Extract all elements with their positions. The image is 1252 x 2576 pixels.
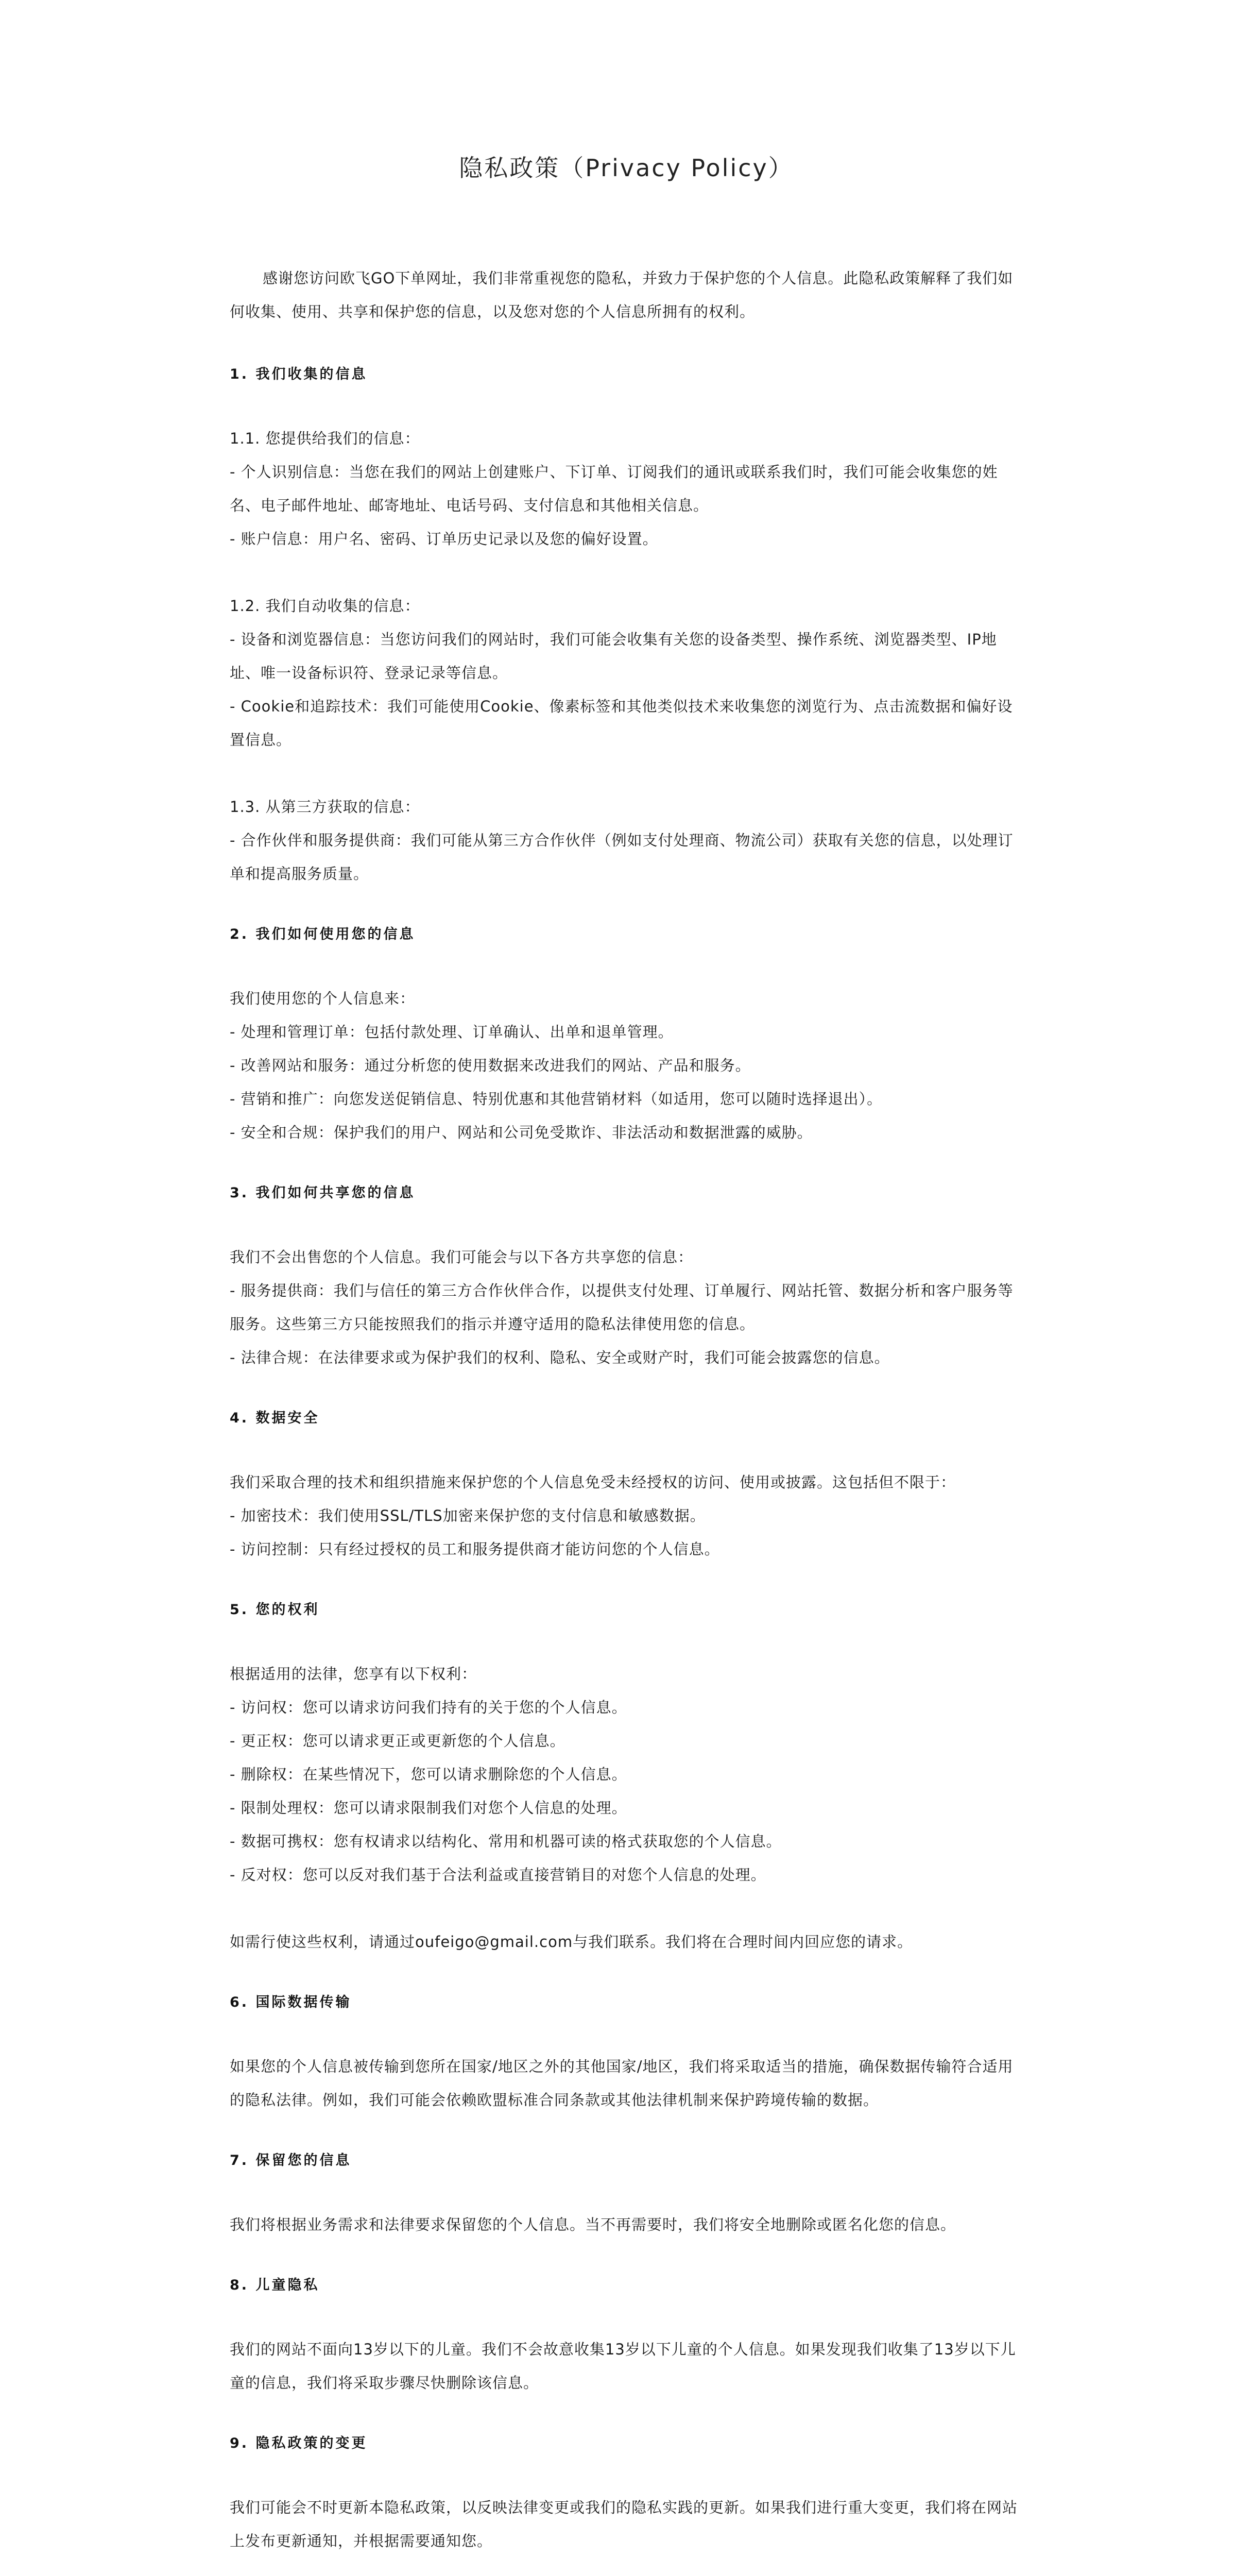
policy-text-line: - 安全和合规：保护我们的用户、网站和公司免受欺诈、非法活动和数据泄露的威胁。: [230, 1124, 813, 1141]
section-block: [230, 2208, 1023, 2242]
policy-section: [230, 1408, 1023, 1566]
policy-section: [230, 924, 1023, 1149]
policy-sections: [230, 364, 1023, 2576]
policy-text-line: - 数据可携权：您有权请求以结构化、常用和机器可读的格式获取您的个人信息。: [230, 1833, 782, 1850]
policy-text-line: - 改善网站和服务：通过分析您的使用数据来改进我们的网站、产品和服务。: [230, 1057, 751, 1074]
policy-text-line: 1.3. 从第三方获取的信息：: [230, 798, 420, 816]
policy-section: [230, 1992, 1023, 2117]
section-heading: 6. 国际数据传输: [230, 1994, 352, 2010]
policy-section: [230, 1600, 1023, 1959]
policy-section: [230, 2275, 1023, 2400]
section-heading: 2. 我们如何使用您的信息: [230, 926, 416, 942]
policy-text-line: 我们使用您的个人信息来：: [230, 990, 416, 1007]
section-block: [230, 2491, 1023, 2558]
section-heading: 4. 数据安全: [230, 1410, 320, 1426]
section-block: [230, 1657, 1023, 1892]
policy-text-line: - 个人识别信息：当您在我们的网站上创建账户、下订单、订阅我们的通讯或联系我们时，我们可能会收集您的姓名、电子邮件地址、邮寄地址、电话号码、支付信息和其他相关信息。: [230, 463, 998, 514]
section-block: [230, 2050, 1023, 2117]
policy-text-line: 我们采取合理的技术和组织措施来保护您的个人信息免受未经授权的访问、使用或披露。这包括但不限于：: [230, 1473, 956, 1491]
policy-text-line: - 更正权：您可以请求更正或更新您的个人信息。: [230, 1732, 565, 1750]
policy-text-line: - 删除权：在某些情况下，您可以请求删除您的个人信息。: [230, 1766, 627, 1783]
policy-text-line: - 账户信息：用户名、密码、订单历史记录以及您的偏好设置。: [230, 530, 658, 548]
policy-text-line: - 合作伙伴和服务提供商：我们可能从第三方合作伙伴（例如支付处理商、物流公司）获取有关您的信息，以处理订单和提高服务质量。: [230, 832, 1014, 883]
policy-text-line: - 反对权：您可以反对我们基于合法利益或直接营销目的对您个人信息的处理。: [230, 1866, 766, 1884]
policy-text-line: - 加密技术：我们使用SSL/TLS加密来保护您的支付信息和敏感数据。: [230, 1507, 706, 1524]
policy-section: [230, 364, 1023, 891]
section-heading: 9. 隐私政策的变更: [230, 2435, 368, 2451]
policy-text-line: - 设备和浏览器信息：当您访问我们的网站时，我们可能会收集有关您的设备类型、操作系统、浏览器类型、IP地址、唯一设备标识符、登录记录等信息。: [230, 631, 997, 682]
policy-text-line: 我们的网站不面向13岁以下的儿童。我们不会故意收集13岁以下儿童的个人信息。如果发现我们收集了13岁以下儿童的信息，我们将采取步骤尽快删除该信息。: [230, 2341, 1016, 2392]
section-heading: 8. 儿童隐私: [230, 2277, 320, 2293]
policy-text-line: - 法律合规：在法律要求或为保护我们的权利、隐私、安全或财产时，我们可能会披露您的信息。: [230, 1349, 890, 1366]
policy-text-line: - 访问控制：只有经过授权的员工和服务提供商才能访问您的个人信息。: [230, 1540, 720, 1558]
policy-text-line: 如需行使这些权利，请通过oufeigo@gmail.com与我们联系。我们将在合理时间内回应您的请求。: [230, 1933, 913, 1951]
policy-text-line: 我们不会出售您的个人信息。我们可能会与以下各方共享您的信息：: [230, 1248, 694, 1266]
policy-text-line: - 访问权：您可以请求访问我们持有的关于您的个人信息。: [230, 1699, 627, 1716]
policy-text-line: 如果您的个人信息被传输到您所在国家/地区之外的其他国家/地区，我们将采取适当的措施，确保数据传输符合适用的隐私法律。例如，我们可能会依赖欧盟标准合同条款或其他法律机制来保护跨境传输的数据。: [230, 2058, 1014, 2109]
policy-text-line: - Cookie和追踪技术：我们可能使用Cookie、像素标签和其他类似技术来收集您的浏览行为、点击流数据和偏好设置信息。: [230, 698, 1013, 749]
section-heading: 5. 您的权利: [230, 1602, 320, 1618]
section-block: [230, 982, 1023, 1149]
section-block: [230, 790, 1023, 891]
policy-text-line: - 营销和推广：向您发送促销信息、特别优惠和其他营销材料（如适用，您可以随时选择退出）。: [230, 1090, 883, 1108]
section-heading: 3. 我们如何共享您的信息: [230, 1185, 416, 1201]
policy-text-line: - 限制处理权：您可以请求限制我们对您个人信息的处理。: [230, 1799, 627, 1817]
policy-text-line: 1.2. 我们自动收集的信息：: [230, 597, 420, 615]
policy-section: [230, 1183, 1023, 1375]
policy-text-line: 我们将根据业务需求和法律要求保留您的个人信息。当不再需要时，我们将安全地删除或匿名化您的信息。: [230, 2216, 956, 2233]
policy-text-line: - 处理和管理订单：包括付款处理、订单确认、出单和退单管理。: [230, 1023, 674, 1041]
policy-text-line: 1.1. 您提供给我们的信息：: [230, 430, 420, 447]
section-heading: 7. 保留您的信息: [230, 2153, 352, 2168]
section-block: [230, 589, 1023, 757]
section-block: [230, 1925, 1023, 1959]
policy-section: [230, 2150, 1023, 2242]
section-block: [230, 1241, 1023, 1375]
section-block: [230, 1466, 1023, 1566]
page-title: 隐私政策（Privacy Policy）: [459, 154, 794, 182]
section-block: [230, 2333, 1023, 2400]
policy-text-line: 我们可能会不时更新本隐私政策，以反映法律变更或我们的隐私实践的更新。如果我们进行重大变更，我们将在网站上发布更新通知，并根据需要通知您。: [230, 2499, 1018, 2550]
section-block: [230, 422, 1023, 556]
policy-text-line: 根据适用的法律，您享有以下权利：: [230, 1665, 477, 1683]
policy-text-line: - 服务提供商：我们与信任的第三方合作伙伴合作，以提供支付处理、订单履行、网站托管、数据分析和客户服务等服务。这些第三方只能按照我们的指示并遵守适用的隐私法律使用您的信息。: [230, 1282, 1014, 1333]
policy-section: [230, 2433, 1023, 2558]
section-heading: 1. 我们收集的信息: [230, 366, 368, 382]
intro-paragraph: 感谢您访问欧飞GO下单网址，我们非常重视您的隐私，并致力于保护您的个人信息。此隐私政策解释了我们如何收集、使用、共享和保护您的信息，以及您对您的个人信息所拥有的权利。: [230, 269, 1014, 320]
